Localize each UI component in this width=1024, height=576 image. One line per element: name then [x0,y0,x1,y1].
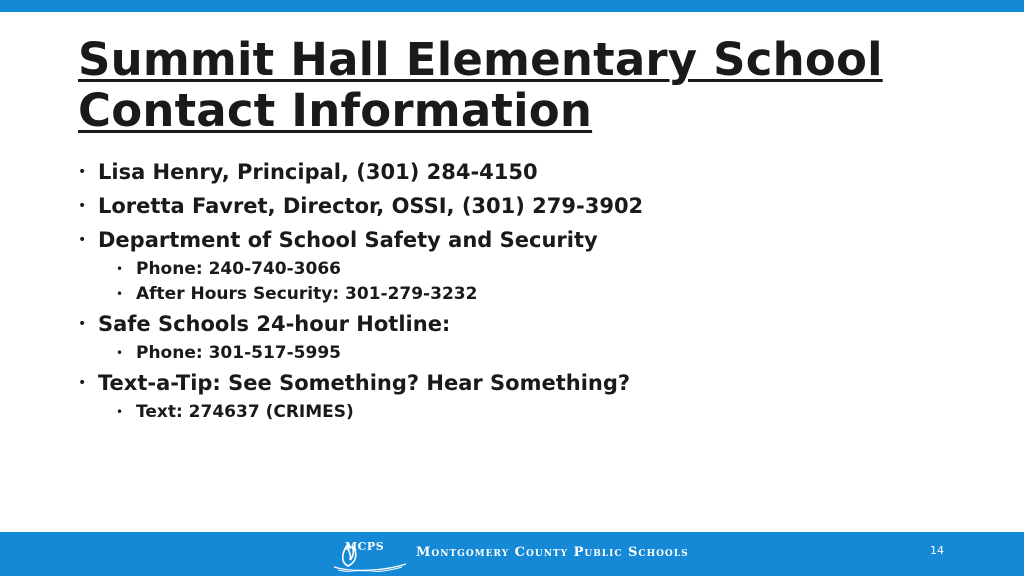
sub-item-text: Phone: 240-740-3066 [136,259,341,279]
top-accent-bar [0,0,1024,12]
bullet-icon: • [78,232,87,248]
title-line-2: Contact Information [78,84,593,137]
title-line-1: Summit Hall Elementary School [78,33,883,86]
bullet-icon: • [116,287,124,301]
sub-item-text: After Hours Security: 301-279-3232 [136,284,478,304]
contact-item-director [78,189,978,223]
sub-item-tip-text [116,400,978,425]
bullet-icon: • [78,375,87,391]
contact-item-text: Lisa Henry, Principal, (301) 284-4150 [98,160,538,184]
sub-item-after-hours [116,282,978,307]
contact-item-principal [78,155,978,189]
contact-item-text-a-tip [78,366,978,400]
contact-item-text: Text-a-Tip: See Something? Hear Something? [98,371,631,395]
sub-item-hotline-phone [116,341,978,366]
bullet-icon: • [78,164,87,180]
bullet-icon: • [116,262,124,276]
bullet-icon: • [78,316,87,332]
contact-item-text: Safe Schools 24-hour Hotline: [98,312,451,336]
sub-item-text: Text: 274637 (CRIMES) [136,402,354,422]
bullet-icon: • [116,346,124,360]
page-number: 14 [930,544,944,557]
contact-item-hotline [78,307,978,341]
logo-text: MCPS [345,540,385,553]
contact-list [78,155,978,425]
sub-item-safety-phone [116,257,978,282]
contact-item-safety-department [78,223,978,257]
slide-title [78,34,978,136]
bullet-icon: • [78,198,87,214]
district-name: Montgomery County Public Schools [416,545,689,560]
contact-item-text: Loretta Favret, Director, OSSI, (301) 279-3902 [98,194,644,218]
sub-item-text: Phone: 301-517-5995 [136,343,341,363]
bullet-icon: • [116,405,124,419]
contact-item-text: Department of School Safety and Security [98,228,598,252]
